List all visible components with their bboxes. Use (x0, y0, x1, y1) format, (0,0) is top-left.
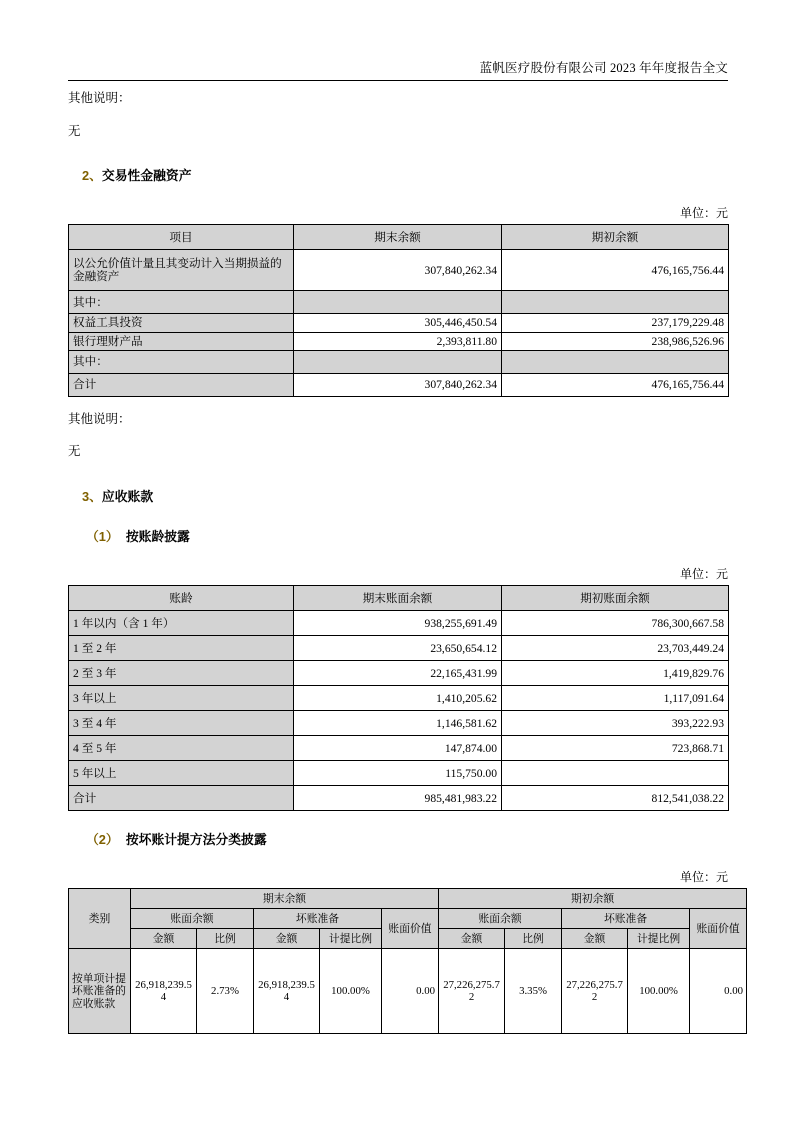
table-header-row-level2 (69, 909, 747, 929)
col-header-begin-balance: 期初余额 (439, 889, 747, 909)
table-receivables-aging (68, 585, 729, 811)
section-3-title: 应收账款 (101, 488, 154, 504)
row-begin-provision-amount: 27,226,275.72 (562, 949, 628, 1034)
table-header-row (69, 586, 729, 611)
section-heading-3 (68, 490, 728, 504)
other-note-value-1: 无 (68, 123, 81, 138)
table-bad-debt-classification (68, 888, 747, 1034)
row-end-value: 1,146,581.62 (294, 711, 502, 736)
col-header-begin-book-balance: 期初账面余额 (502, 586, 729, 611)
col-header-begin-book-value: 账面价值 (690, 909, 747, 949)
col-header-begin-provision-amount: 金额 (562, 929, 628, 949)
row-begin-ratio: 3.35% (505, 949, 562, 1034)
col-header-end-provision: 坏账准备 (254, 909, 382, 929)
row-label: 4 至 5 年 (69, 736, 294, 761)
row-end-value: 23,650,654.12 (294, 636, 502, 661)
col-header-category: 类别 (69, 889, 131, 949)
row-begin-value: 238,986,526.96 (502, 332, 729, 350)
row-end-provision-amount: 26,918,239.54 (254, 949, 320, 1034)
running-header: 蓝帆医疗股份有限公司 2023 年年度报告全文 (479, 61, 728, 75)
row-end-ratio: 2.73% (197, 949, 254, 1034)
unit-label-1: 单位：元 (679, 206, 728, 221)
row-label: 2 至 3 年 (69, 661, 294, 686)
row-end-value (294, 291, 502, 314)
col-header-end-provision-ratio: 计提比例 (320, 929, 382, 949)
row-label: 3 年以上 (69, 686, 294, 711)
row-label: 1 至 2 年 (69, 636, 294, 661)
row-begin-value: 812,541,038.22 (502, 786, 729, 811)
row-label: 合计 (69, 786, 294, 811)
other-note-value-2: 无 (68, 444, 81, 459)
row-end-book-value: 0.00 (382, 949, 439, 1034)
row-end-value: 307,840,262.34 (294, 373, 502, 396)
table-row (69, 686, 729, 711)
row-begin-provision-ratio: 100.00% (628, 949, 690, 1034)
section-3-number: 3、 (82, 488, 102, 504)
subsection-2-number: （2） (86, 832, 119, 848)
row-begin-value: 1,117,091.64 (502, 686, 729, 711)
row-label: 权益工具投资 (69, 314, 294, 332)
other-note-label-2: 其他说明： (68, 411, 131, 426)
row-label: 其中： (69, 350, 294, 373)
table-row (69, 736, 729, 761)
row-end-value: 307,840,262.34 (294, 250, 502, 291)
col-header-begin-book-balance: 账面余额 (439, 909, 562, 929)
table-row (69, 711, 729, 736)
section-2-number: 2、 (82, 168, 102, 183)
table-row (69, 373, 729, 396)
col-header-end-balance: 期末余额 (131, 889, 439, 909)
row-end-value: 1,410,205.62 (294, 686, 502, 711)
page-content (68, 91, 744, 1034)
row-label: 3 至 4 年 (69, 711, 294, 736)
col-header-end-book-value: 账面价值 (382, 909, 439, 949)
row-begin-amount: 27,226,275.72 (439, 949, 505, 1034)
row-label: 以公允价值计量且其变动计入当期损益的金融资产 (69, 250, 294, 291)
col-header-begin-amount: 金额 (439, 929, 505, 949)
table-trading-financial-assets (68, 224, 729, 397)
row-begin-value (502, 350, 729, 373)
col-header-begin-ratio: 比例 (505, 929, 562, 949)
row-begin-value: 237,179,229.48 (502, 314, 729, 332)
table-row (69, 786, 729, 811)
subsection-heading-1 (68, 530, 728, 544)
row-begin-value (502, 291, 729, 314)
row-end-value: 22,165,431.99 (294, 661, 502, 686)
subsection-1-title: 按账龄披露 (125, 528, 190, 544)
header-rule (68, 80, 728, 81)
subsection-1-number: （1） (86, 528, 119, 544)
row-end-provision-ratio: 100.00% (320, 949, 382, 1034)
unit-label-3: 单位：元 (679, 870, 728, 885)
row-label: 1 年以内（含 1 年） (69, 611, 294, 636)
row-end-value: 305,446,450.54 (294, 314, 502, 332)
col-header-end-balance: 期末余额 (294, 225, 502, 250)
table-row (69, 291, 729, 314)
row-begin-book-value: 0.00 (690, 949, 747, 1034)
subsection-heading-2 (68, 833, 728, 847)
table-row (69, 314, 729, 332)
col-header-end-provision-amount: 金额 (254, 929, 320, 949)
table-header-row (69, 225, 729, 250)
table-row (69, 611, 729, 636)
row-end-value: 147,874.00 (294, 736, 502, 761)
table-row (69, 661, 729, 686)
unit-label-2: 单位：元 (679, 567, 728, 582)
table-row (69, 949, 747, 1034)
table-row (69, 636, 729, 661)
table-row (69, 761, 729, 786)
col-header-end-amount: 金额 (131, 929, 197, 949)
row-label: 5 年以上 (69, 761, 294, 786)
table-row (69, 332, 729, 350)
row-end-value: 985,481,983.22 (294, 786, 502, 811)
col-header-begin-provision: 坏账准备 (562, 909, 690, 929)
col-header-begin-provision-ratio: 计提比例 (628, 929, 690, 949)
row-begin-value: 476,165,756.44 (502, 250, 729, 291)
row-begin-value: 786,300,667.58 (502, 611, 729, 636)
row-end-value (294, 350, 502, 373)
section-2-title: 交易性金融资产 (101, 168, 192, 183)
row-label: 银行理财产品 (69, 332, 294, 350)
row-begin-value: 393,222.93 (502, 711, 729, 736)
table-row (69, 350, 729, 373)
row-end-value: 2,393,811.80 (294, 332, 502, 350)
other-note-label-1: 其他说明： (68, 91, 131, 105)
col-header-begin-balance: 期初余额 (502, 225, 729, 250)
row-end-value: 938,255,691.49 (294, 611, 502, 636)
col-header-end-ratio: 比例 (197, 929, 254, 949)
row-begin-value: 723,868.71 (502, 736, 729, 761)
table-row (69, 250, 729, 291)
row-begin-value (502, 761, 729, 786)
row-label: 合计 (69, 373, 294, 396)
col-header-end-book-balance: 账面余额 (131, 909, 254, 929)
row-label: 其中： (69, 291, 294, 314)
col-header-aging: 账龄 (69, 586, 294, 611)
row-begin-value: 23,703,449.24 (502, 636, 729, 661)
row-category: 按单项计提坏账准备的应收账款 (69, 949, 131, 1034)
row-end-value: 115,750.00 (294, 761, 502, 786)
row-begin-value: 476,165,756.44 (502, 373, 729, 396)
col-header-end-book-balance: 期末账面余额 (294, 586, 502, 611)
col-header-item: 项目 (69, 225, 294, 250)
row-end-amount: 26,918,239.54 (131, 949, 197, 1034)
section-heading-2 (68, 169, 728, 183)
table-header-row-level1 (69, 889, 747, 909)
subsection-2-title: 按坏账计提方法分类披露 (125, 832, 267, 848)
row-begin-value: 1,419,829.76 (502, 661, 729, 686)
